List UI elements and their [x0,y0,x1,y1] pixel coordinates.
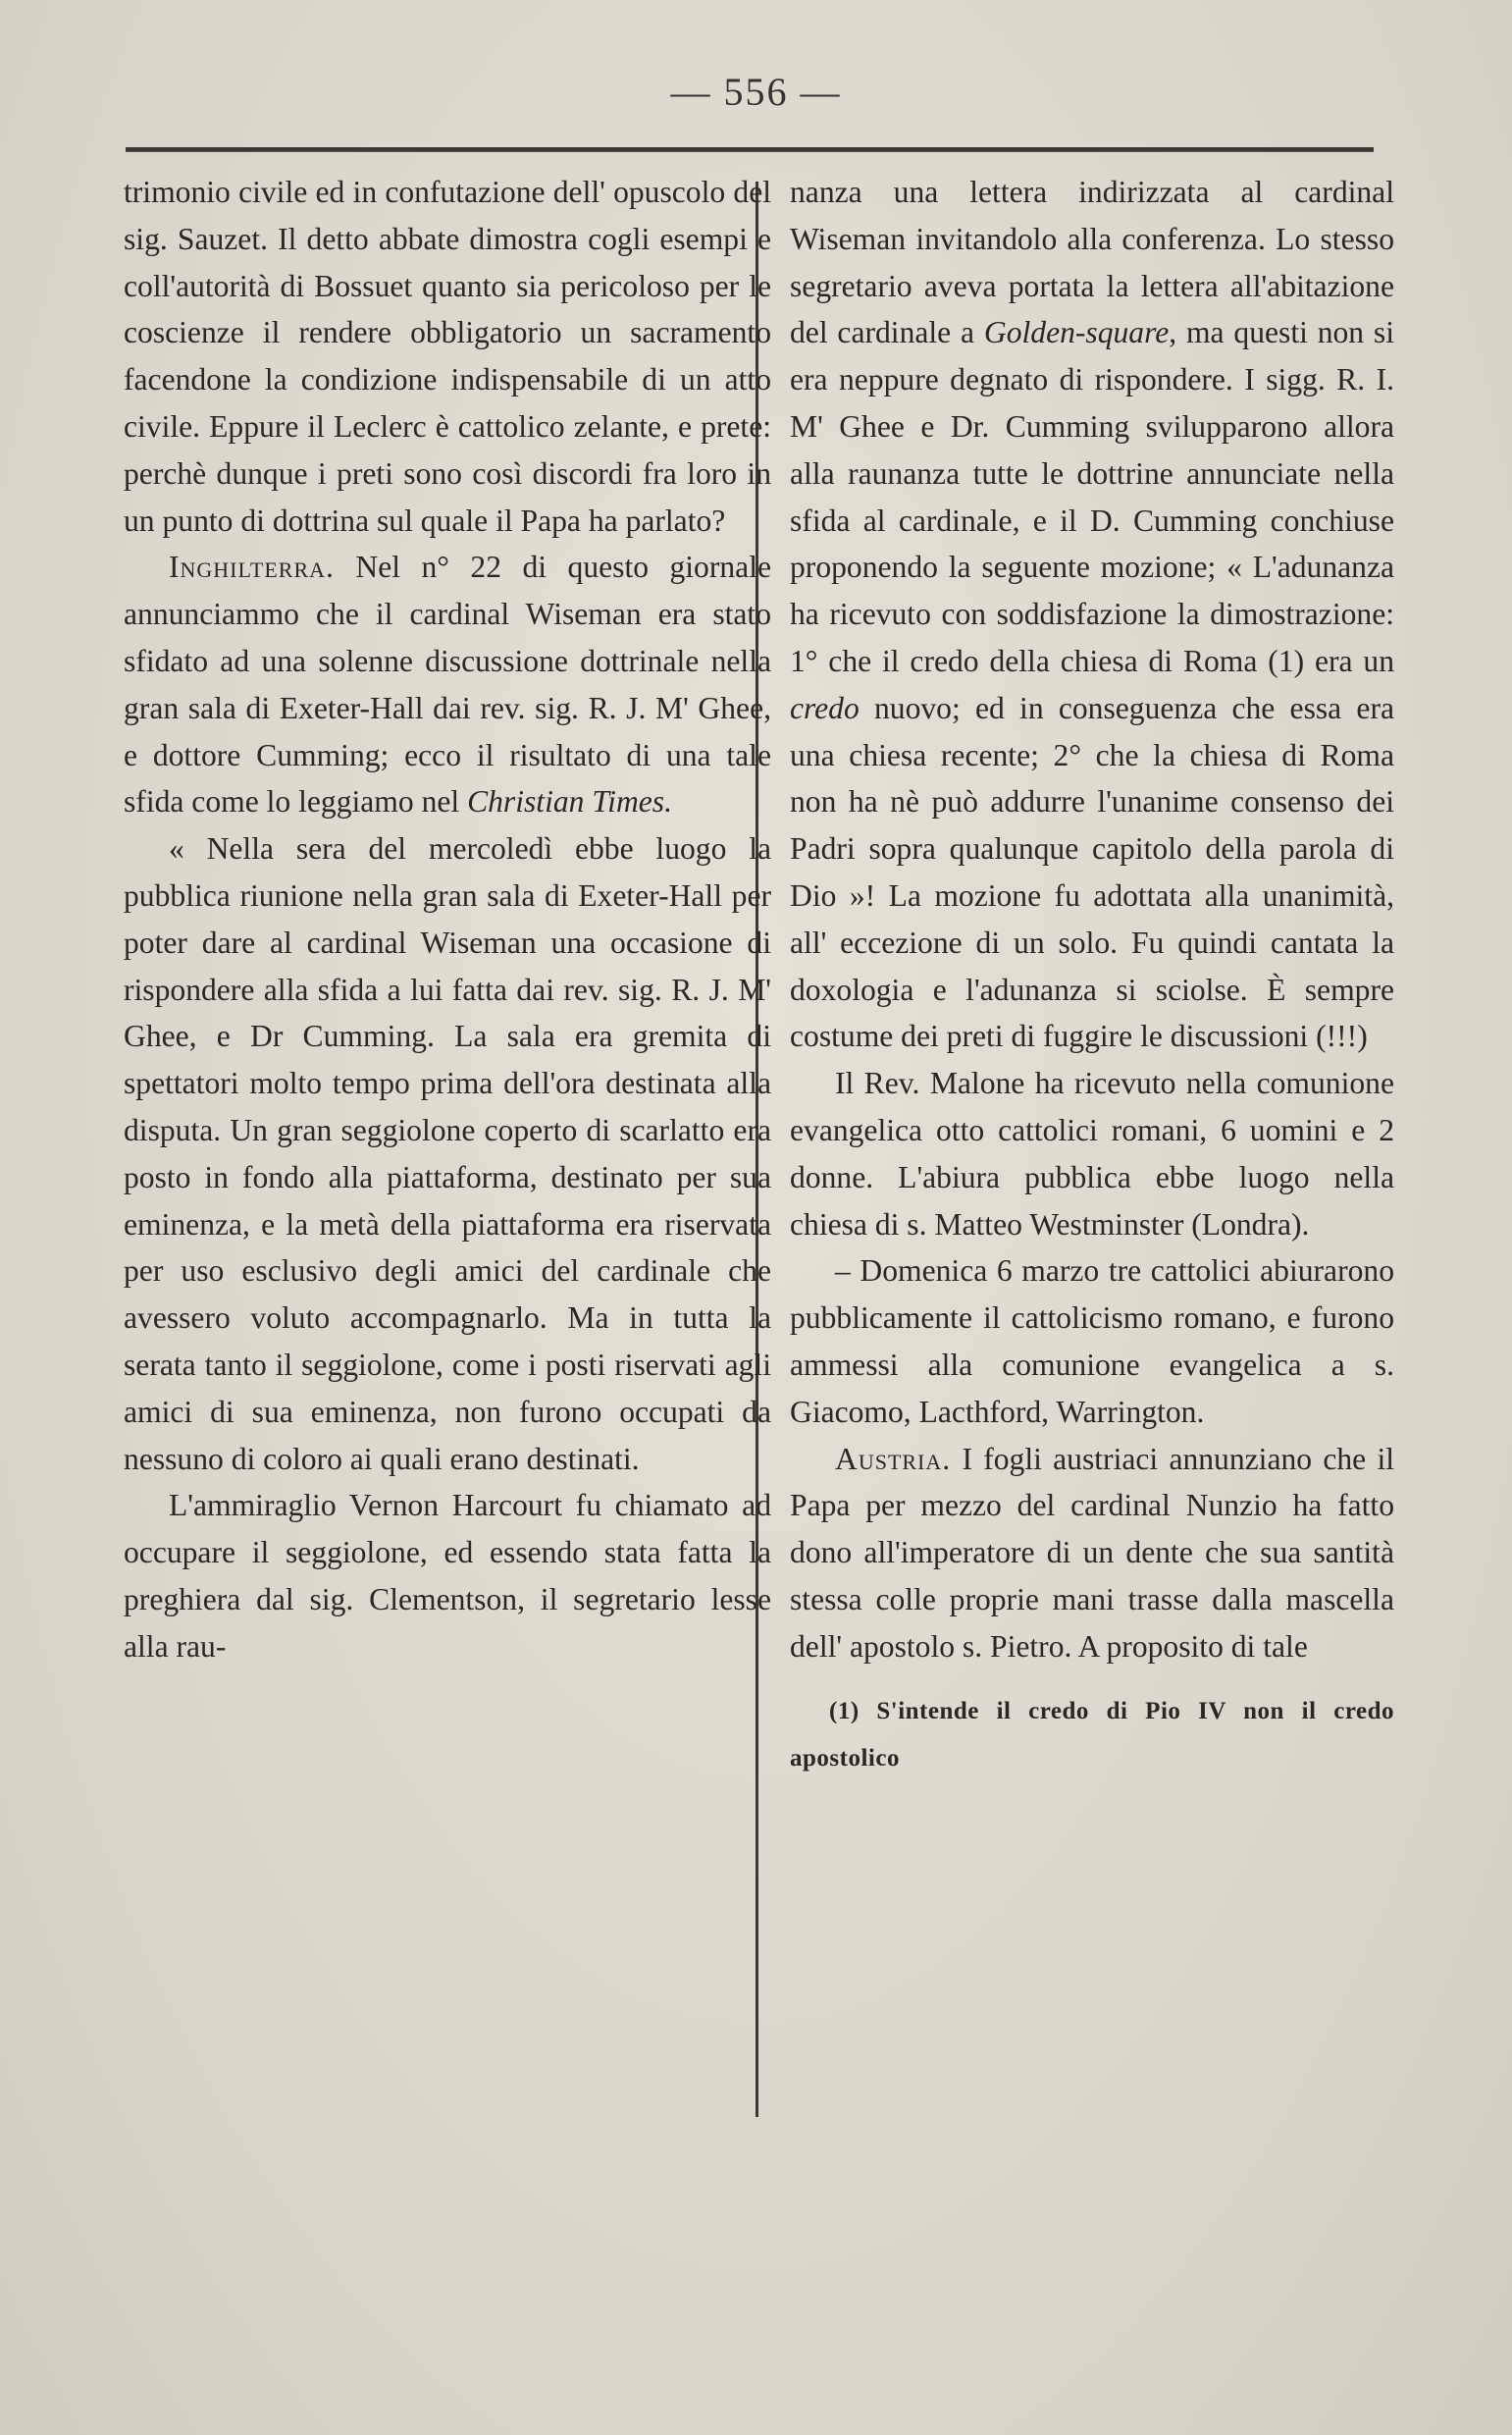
paragraph-continuation: trimonio civile ed in confutazione dell' opuscolo del sig. Sauzet. Il detto abbate dimostra cogli esempi e coll'autorità di Bossuet quanto sia pericoloso per le coscienze il rendere obbligatorio un sacramento facendone la condizione indispensabile di un atto civile. Eppure il Leclerc è cattolico zelante, e prete: perchè dunque i preti sono così discordi fra loro in un punto di dottrina sul quale il Papa ha parlato? [124,175,771,538]
italic-word: credo [790,690,860,725]
paragraph-text: nanza una lettera indirizzata al cardinal Wiseman invitandolo alla conferenza. Lo stesso segretario aveva portata la lettera all'abitazione del cardinale a [790,175,1394,350]
header-rule [126,147,1374,152]
paragraph-text: I fogli austriaci annunziano che il Papa per mezzo del cardinal Nunzio ha fatto dono all'imperatore di un dente che sua santità stessa colle proprie mani trasse dalla mascella dell' apostolo s. Pietro. A proposito di tale [790,1441,1394,1664]
left-column [124,169,771,1670]
paragraph-quote: « Nella sera del mercoledì ebbe luogo la pubblica riunione nella gran sala di Exeter-Hall per poter dare al cardinal Wiseman una occasione di rispondere alla sfida a lui fatta dai rev. sig. R. J. M' Ghee, e Dr Cumming. La sala era gremita di spettatori molto tempo prima dell'ora destinata alla disputa. Un gran seggiolone coperto di scarlatto era posto in fondo alla piattaforma, destinato per sua eminenza, e la metà della piattaforma era riservata per uso esclusivo degli amici del cardinale che avessero voluto accompagnarlo. Ma in tutta la serata tanto il seggiolone, come i posti riservati agli amici di sua eminenza, non furono occupati da nessuno di coloro ai quali erano destinati. [124,831,771,1476]
paragraph-text: , ma questi non si era neppure degnato di rispondere. I sigg. R. I. M' Ghee e Dr. Cumming svilupparono allora alla raunanza tutte le dottrine annunciate nella sfida al cardinale, e il D. Cumming conchiuse proponendo la seguente mozione; « L'adunanza ha ricevuto con soddisfazione la dimostrazione: 1° che il credo della chiesa di Roma (1) era un [790,315,1395,678]
right-column [790,169,1394,1782]
paragraph-inghilterra [124,544,771,825]
journal-title: Christian Times. [467,784,672,820]
paragraph-malone: Il Rev. Malone ha ricevuto nella comunione evangelica otto cattolici romani, 6 uomini e 2 donne. L'abiura pubblica ebbe luogo nella chiesa di s. Matteo Westminster (Londra). [790,1066,1394,1242]
paragraph-domenica: – Domenica 6 marzo tre cattolici abiurarono pubblicamente il cattolicismo romano, e furono ammessi alla comunione evangelica a s. Giacomo, Lacthford, Warrington. [790,1253,1394,1429]
footnote: (1) S'intende il credo di Pio IV non il credo apostolico [790,1697,1394,1772]
paragraph-text: Nel n° 22 di questo giornale annunciammo che il cardinal Wiseman era stato sfidato ad una solenne discussione dottrinale nella gran sala di Exeter-Hall dai rev. sig. R. J. M' Ghee, e dottore Cumming; ecco il risultato di una tale sfida come lo leggiamo nel [124,550,771,820]
paragraph-raunanza [790,169,1394,1060]
paragraph-text: nuovo; ed in conseguenza che essa era una chiesa recente; 2° che la chiesa di Roma non ha nè può addurre l'unanime consenso dei Padri sopra qualunque capitolo della parola di Dio »! La mozione fu adottata alla unanimità, all' eccezione di un solo. Fu quindi cantata la doxologia e l'adunanza si sciolse. È sempre costume dei preti di fuggire le discussioni (!!!) [790,690,1394,1054]
place-name: Golden-square [983,315,1170,350]
section-heading-inghilterra: Inghilterra. [169,550,335,585]
paragraph-harcourt: L'ammiraglio Vernon Harcourt fu chiamato ad occupare il seggiolone, ed essendo stata fatta la preghiera dal sig. Clementson, il segretario lesse alla rau- [124,1488,771,1664]
section-heading-austria: Austria. [835,1441,952,1476]
page-number: — 556 — [670,70,842,114]
paragraph-austria [790,1436,1394,1670]
